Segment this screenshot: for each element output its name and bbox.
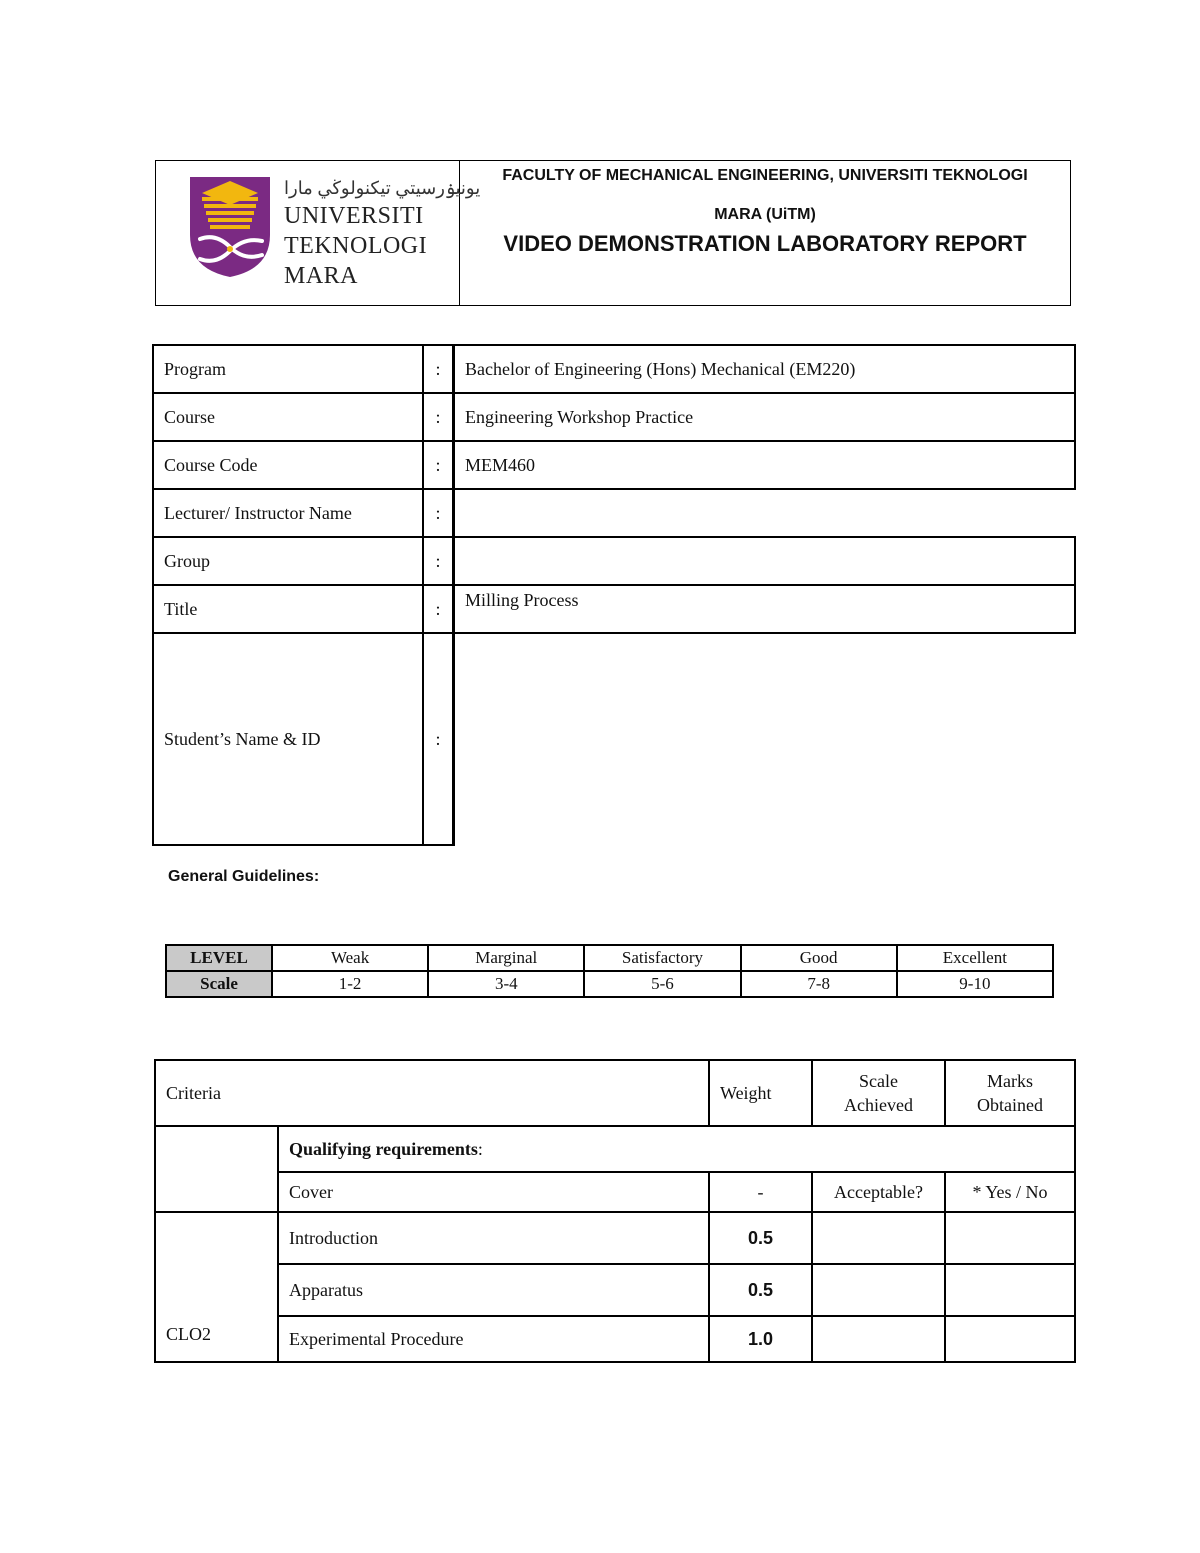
document-header xyxy=(155,160,1071,306)
criteria-header: Criteria xyxy=(155,1060,709,1126)
level-cell: Marginal xyxy=(428,945,584,971)
info-value-program[interactable]: Bachelor of Engineering (Hons) Mechanical (EM220) xyxy=(454,345,1076,393)
info-colon: : xyxy=(423,633,454,845)
report-title: VIDEO DEMONSTRATION LABORATORY REPORT xyxy=(503,231,1027,256)
range-cell: 5-6 xyxy=(584,971,740,997)
cover-acceptable: Acceptable? xyxy=(812,1172,945,1212)
range-cell: 1-2 xyxy=(272,971,428,997)
info-label: Group xyxy=(153,537,423,585)
scale-level-row xyxy=(166,945,1053,971)
info-row-lecturer xyxy=(153,489,1075,537)
title-cell xyxy=(460,161,1070,305)
cover-label: Cover xyxy=(278,1172,709,1212)
logo-arabic-script: يونيۏرسيتي تيكنولوڬي مارا xyxy=(284,178,481,198)
range-cell: 7-8 xyxy=(741,971,897,997)
info-value-course-code[interactable]: MEM460 xyxy=(454,441,1076,489)
qualifying-colon: : xyxy=(477,1138,483,1159)
criteria-table xyxy=(154,1059,1076,1363)
info-value-student[interactable] xyxy=(454,633,1076,845)
info-label: Course xyxy=(153,393,423,441)
info-value-course[interactable]: Engineering Workshop Practice xyxy=(454,393,1076,441)
range-cell: 9-10 xyxy=(897,971,1053,997)
criteria-weight: 0.5 xyxy=(709,1264,812,1316)
criteria-row-apparatus xyxy=(155,1264,1075,1316)
criteria-row-introduction xyxy=(155,1212,1075,1264)
info-row-course xyxy=(153,393,1075,441)
scale-achieved-input[interactable] xyxy=(812,1212,945,1264)
logo-cell xyxy=(156,161,481,305)
logo-line-1: UNIVERSITI xyxy=(284,203,424,229)
level-cell: Satisfactory xyxy=(584,945,740,971)
info-label: Course Code xyxy=(153,441,423,489)
info-colon: : xyxy=(423,393,454,441)
faculty-line-2: MARA (UiTM) xyxy=(714,206,816,223)
info-colon: : xyxy=(423,441,454,489)
info-label: Program xyxy=(153,345,423,393)
qualifying-cover-row xyxy=(155,1172,1075,1212)
qualifying-title-row xyxy=(155,1126,1075,1172)
marks-obtained-input[interactable] xyxy=(945,1316,1075,1362)
criteria-name: Experimental Procedure xyxy=(278,1316,709,1362)
marks-obtained-input[interactable] xyxy=(945,1212,1075,1264)
info-label: Lecturer/ Instructor Name xyxy=(153,489,423,537)
clo-cell xyxy=(155,1212,278,1362)
level-cell: Good xyxy=(741,945,897,971)
weight-header: Weight xyxy=(709,1060,812,1126)
range-cell: 3-4 xyxy=(428,971,584,997)
criteria-weight: 0.5 xyxy=(709,1212,812,1264)
general-guidelines-label: General Guidelines: xyxy=(168,868,320,885)
cover-weight: - xyxy=(709,1172,812,1212)
scale-range-row xyxy=(166,971,1053,997)
logo-line-2: TEKNOLOGI xyxy=(284,233,428,259)
info-label: Title xyxy=(153,585,423,633)
info-row-group xyxy=(153,537,1075,585)
clo-label: CLO2 xyxy=(166,1324,211,1344)
marks-obtained-header: Marks Obtained xyxy=(945,1060,1075,1126)
info-value-lecturer[interactable] xyxy=(454,489,1076,537)
info-label: Student’s Name & ID xyxy=(153,633,423,845)
level-header: LEVEL xyxy=(166,945,272,971)
qualifying-title: Qualifying requirements xyxy=(289,1138,478,1159)
marks-obtained-input[interactable] xyxy=(945,1264,1075,1316)
scale-achieved-input[interactable] xyxy=(812,1316,945,1362)
info-row-course-code xyxy=(153,441,1075,489)
info-row-title xyxy=(153,585,1075,633)
criteria-name: Apparatus xyxy=(278,1264,709,1316)
info-colon: : xyxy=(423,489,454,537)
grading-scale-table xyxy=(165,944,1054,998)
scale-achieved-input[interactable] xyxy=(812,1264,945,1316)
criteria-header-row xyxy=(155,1060,1075,1126)
info-colon: : xyxy=(423,537,454,585)
level-cell: Excellent xyxy=(897,945,1053,971)
scale-achieved-header: Scale Achieved xyxy=(812,1060,945,1126)
scale-header: Scale xyxy=(166,971,272,997)
logo-line-3: MARA xyxy=(284,263,359,289)
info-row-student xyxy=(153,633,1075,845)
level-cell: Weak xyxy=(272,945,428,971)
student-info-table xyxy=(152,344,1076,846)
university-name xyxy=(284,178,481,291)
qualifying-blank-cell xyxy=(155,1126,278,1212)
criteria-weight: 1.0 xyxy=(709,1316,812,1362)
info-row-program xyxy=(153,345,1075,393)
faculty-line-1: FACULTY OF MECHANICAL ENGINEERING, UNIVERSITI TEKNOLOGI xyxy=(502,167,1028,184)
info-value-title[interactable]: Milling Process xyxy=(454,585,1076,633)
qualifying-title-cell xyxy=(278,1126,1075,1172)
info-colon: : xyxy=(423,345,454,393)
criteria-name: Introduction xyxy=(278,1212,709,1264)
info-colon: : xyxy=(423,585,454,633)
info-value-group[interactable] xyxy=(454,537,1076,585)
uitm-crest-icon xyxy=(186,173,276,279)
criteria-row-procedure xyxy=(155,1316,1075,1362)
cover-yes-no[interactable]: * Yes / No xyxy=(945,1172,1075,1212)
